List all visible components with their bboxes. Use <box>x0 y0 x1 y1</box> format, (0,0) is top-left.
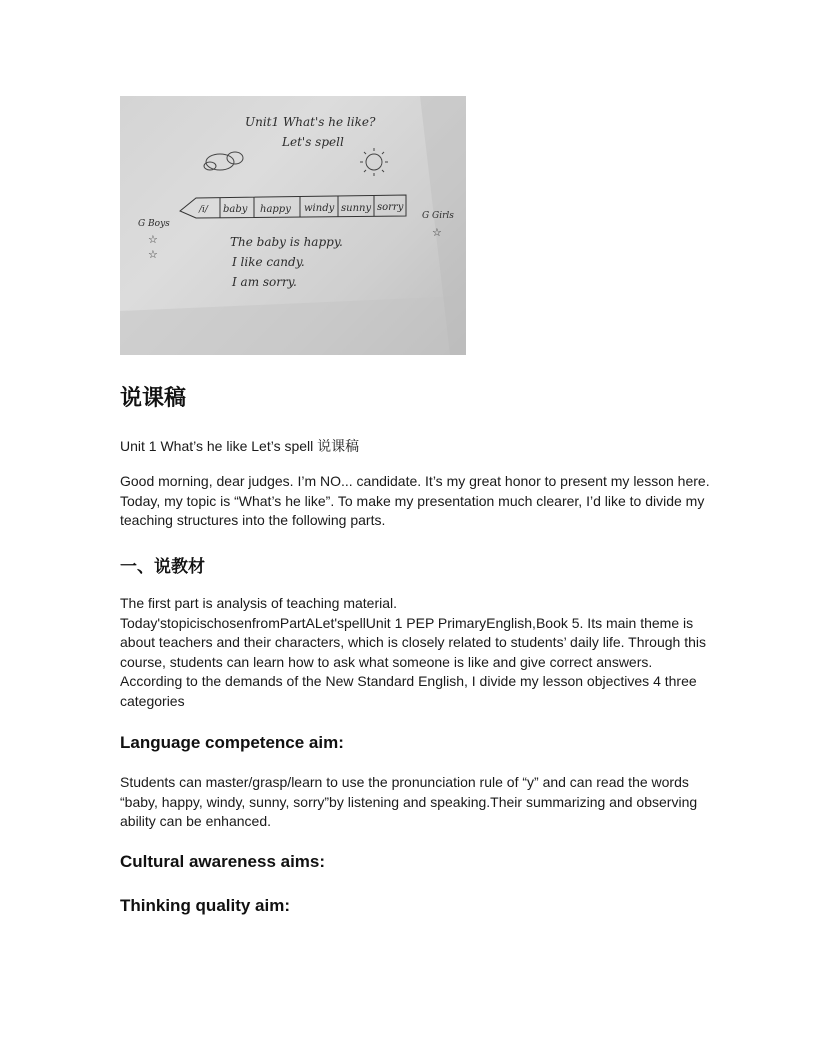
intro-paragraph: Good morning, dear judges. I’m NO... candidate. It’s my great honor to present my lesson here. Today, my topic is “What’s he like”. To make my presentation much clearer, I’d like to divide my teaching structures into the following parts. <box>120 473 710 529</box>
document-subtitle: Unit 1 What’s he like Let’s spell 说课稿 <box>120 438 360 454</box>
star-icon: ☆ <box>148 249 158 261</box>
thinking-aim-heading: Thinking quality aim: <box>120 896 291 915</box>
sentence-1: The baby is happy. <box>230 235 343 249</box>
sun-doodle-icon <box>360 148 388 176</box>
language-aim-heading: Language competence aim: <box>120 733 344 752</box>
photo-heading-line2: Let's spell <box>282 135 344 149</box>
page-title: 说课稿 <box>120 386 187 411</box>
word-1: baby <box>223 204 248 215</box>
material-paragraph <box>120 594 710 712</box>
star-icon: ☆ <box>148 234 158 246</box>
sentence-2: I like candy. <box>232 255 305 269</box>
language-aim-paragraph: Students can master/grasp/learn to use the pronunciation rule of “y” and can read the words “baby, happy, windy, sunny, sorry”by listening and speaking.Their summarizing and observing ability can be enhanced. <box>120 774 698 830</box>
boys-team-label: G Boys <box>138 219 170 229</box>
photo-heading-line1: Unit1 What's he like? <box>245 115 376 129</box>
material-paragraph-body: Today'stopicischosenfromPartALet'spellUnit 1 PEP PrimaryEnglish,Book 5. Its main theme is about teachers and their characters, which is closely related to students’ daily life. Through this course, students can learn how to ask what someone is like and give correct answers. According to the demands of the New Standard English, I divide my lesson objectives 4 three categories <box>120 614 706 709</box>
cultural-aim-heading: Cultural awareness aims: <box>120 852 326 871</box>
section-heading-material: 一、说教材 <box>120 557 205 577</box>
star-icon: ☆ <box>432 227 442 239</box>
sentence-3: I am sorry. <box>232 275 297 289</box>
blackboard-photo <box>120 96 466 355</box>
word-3: windy <box>304 203 335 214</box>
word-4: sunny <box>341 203 372 214</box>
pencil-word-strip <box>180 195 406 218</box>
word-2: happy <box>260 204 291 215</box>
word-5: sorry <box>377 202 404 213</box>
material-paragraph-line1: The first part is analysis of teaching material. <box>120 595 398 611</box>
cloud-doodle-icon <box>204 152 243 170</box>
phonetic-label: /i/ <box>199 205 208 215</box>
girls-team-label: G Girls <box>422 211 454 221</box>
